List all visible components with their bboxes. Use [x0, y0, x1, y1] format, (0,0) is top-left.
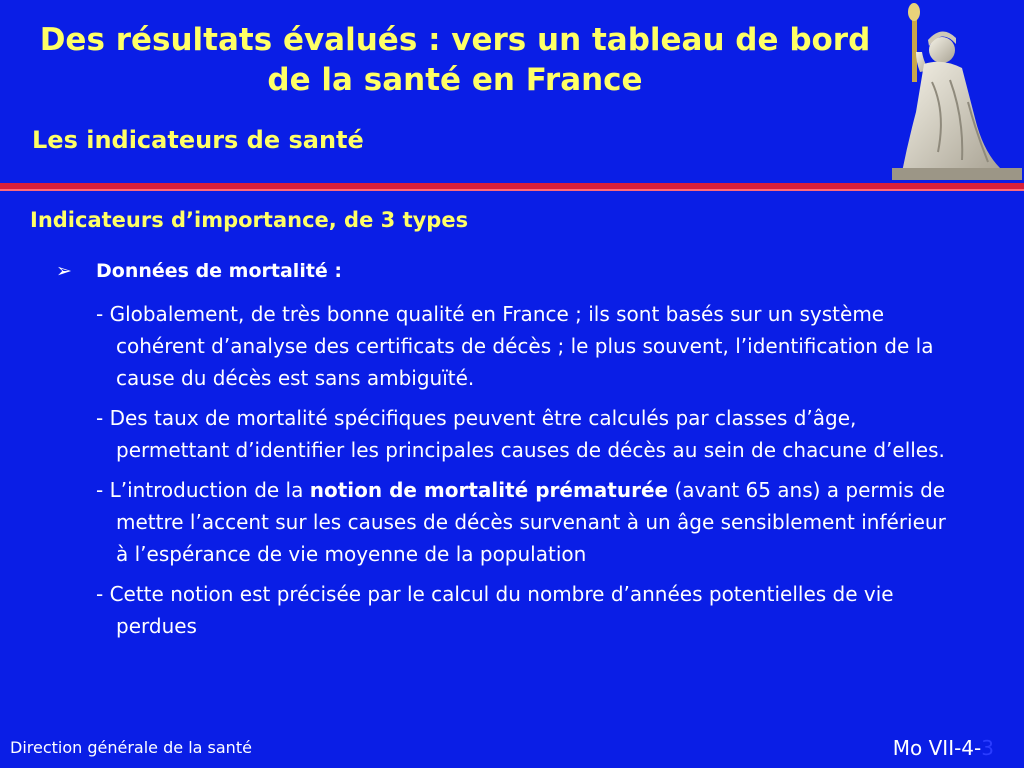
paragraph-text-after: (avant 65 ans) a permis de mettre l’accent sur les causes de décès survenant à un âge sensiblement inférieur à l’espérance de vie moyenne de la population: [116, 478, 946, 566]
paragraph-text-before: - L’introduction de la: [96, 478, 310, 502]
slide-subtitle: Les indicateurs de santé: [32, 126, 364, 154]
marianne-statue-icon: [872, 2, 1022, 180]
bullet-item-mortality: [56, 260, 342, 282]
bullet-label: Données de mortalité :: [96, 260, 343, 282]
paragraph-years-lost: - Cette notion est précisée par le calcul du nombre d’années potentielles de vie perdues: [96, 582, 894, 638]
arrow-bullet-icon: ➢: [56, 260, 72, 282]
footer-organization: Direction générale de la santé: [10, 738, 252, 757]
slide-title: Des résultats évalués : vers un tableau de bord de la santé en France: [39, 22, 871, 98]
header-divider: [0, 183, 1024, 191]
highlighted-term: notion de mortalité prématurée: [309, 478, 669, 502]
paragraph-age-classes: - Des taux de mortalité spécifiques peuvent être calculés par classes d’âge, permettant d’identifier les principales causes de décès au sein de chacune d’elles.: [96, 406, 945, 462]
section-heading: Indicateurs d’importance, de 3 types: [30, 208, 469, 232]
slide-ref-label: Mo VII-4-: [892, 736, 982, 760]
paragraph-quality: - Globalement, de très bonne qualité en France ; ils sont basés sur un système cohérent d’analyse des certificats de décès ; le plus souvent, l’identification de la cause du décès est sans ambiguïté.: [96, 302, 934, 390]
footer-slide-reference: [893, 736, 994, 760]
paragraph-list: [96, 298, 956, 650]
page-number: 3: [981, 736, 994, 760]
paragraph-premature-mortality: [96, 474, 956, 570]
